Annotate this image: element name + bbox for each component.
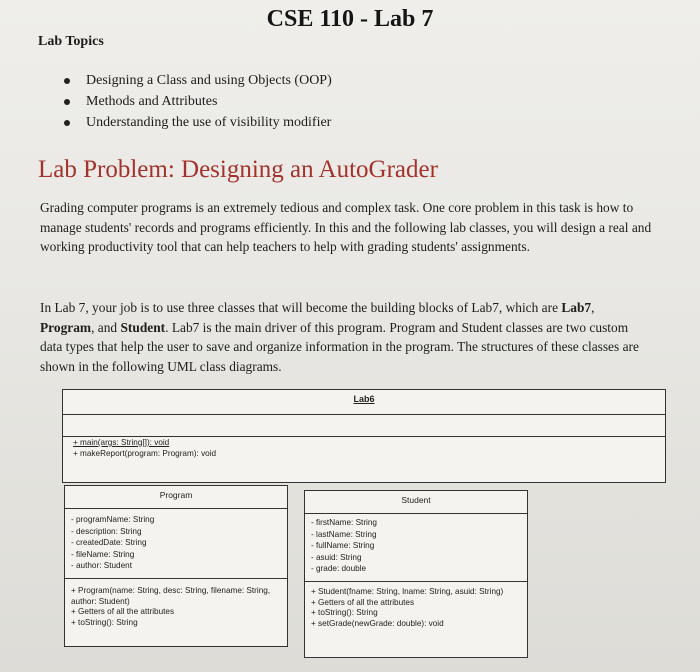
uml-class-program [64, 485, 288, 647]
class-name-program: Program [40, 319, 92, 335]
topic-item: Designing a Class and using Objects (OOP) [64, 70, 332, 91]
uml-attribute: - lastName: String [311, 529, 377, 539]
problem-paragraph-2 [40, 298, 652, 376]
uml-methods [311, 587, 523, 629]
uml-divider [305, 513, 527, 514]
paragraph-separator: , [591, 300, 595, 315]
uml-attribute: - programName: String [71, 515, 155, 524]
uml-attributes [71, 514, 154, 572]
lab-topics-heading: Lab Topics [38, 34, 104, 49]
uml-divider [65, 578, 287, 579]
uml-class-name: Program [159, 490, 193, 500]
uml-attribute: - grade: double [311, 564, 367, 573]
class-name-student: Student [120, 319, 166, 335]
paragraph-separator: , and [91, 319, 121, 335]
problem-title: Lab Problem: Designing an AutoGrader [38, 156, 438, 183]
paragraph-text: In Lab 7, your job is to use three classes that will become the building blocks of Lab7, which are [40, 300, 562, 315]
uml-class-student [304, 490, 528, 658]
topic-item: Understanding the use of visibility modifier [64, 112, 332, 133]
uml-method: + Getters of all the attributes [311, 597, 415, 607]
uml-method: + main(args: String[]): void [73, 438, 170, 447]
uml-attribute: - fullName: String [311, 541, 375, 550]
lab-topics-list [64, 70, 332, 133]
uml-class-lab6 [62, 389, 666, 483]
uml-class-name: Lab6 [353, 394, 375, 404]
uml-divider [65, 508, 287, 509]
uml-method: + Student(fname: String, lname: String, asuid: String) [311, 587, 504, 596]
uml-divider [63, 414, 665, 415]
uml-method: + toString(): String [311, 608, 378, 617]
uml-attribute: - fileName: String [71, 549, 135, 559]
uml-method: + makeReport(program: Program): void [73, 448, 217, 458]
uml-methods [73, 438, 216, 459]
problem-paragraph-1: Grading computer programs is an extremely tedious and complex task. One core problem in this task is how to manage students' records and programs efficiently. In this and the following lab classes, you will design a real and working productivity tool that can help teachers to help with grading students' assignments. [40, 200, 652, 254]
uml-method: + Program(name: String, desc: String, filename: String, author: Student) [71, 586, 271, 606]
uml-methods [71, 586, 281, 628]
paragraph-text: . Lab7 is the main driver of this program. Program and Student classes are two custom data types that help the user to save and organize information in the program. The structures of these classes are shown in the following UML class diagrams. [40, 319, 639, 374]
topic-item: Methods and Attributes [64, 91, 332, 112]
uml-attribute: - firstName: String [311, 518, 377, 527]
uml-attributes [311, 517, 377, 575]
uml-class-name: Student [401, 495, 431, 505]
uml-method: + toString(): String [71, 617, 138, 627]
uml-attribute: - author: Student [71, 561, 132, 570]
uml-method: + Getters of all the attributes [71, 607, 175, 616]
class-name-lab7: Lab7 [561, 300, 592, 315]
uml-method: + setGrade(newGrade: double): void [311, 618, 444, 628]
uml-attribute: - createdDate: String [71, 538, 147, 547]
uml-divider [305, 581, 527, 582]
page-title: CSE 110 - Lab 7 [266, 6, 434, 32]
uml-attribute: - description: String [71, 526, 142, 536]
uml-attribute: - asuid: String [311, 552, 362, 562]
